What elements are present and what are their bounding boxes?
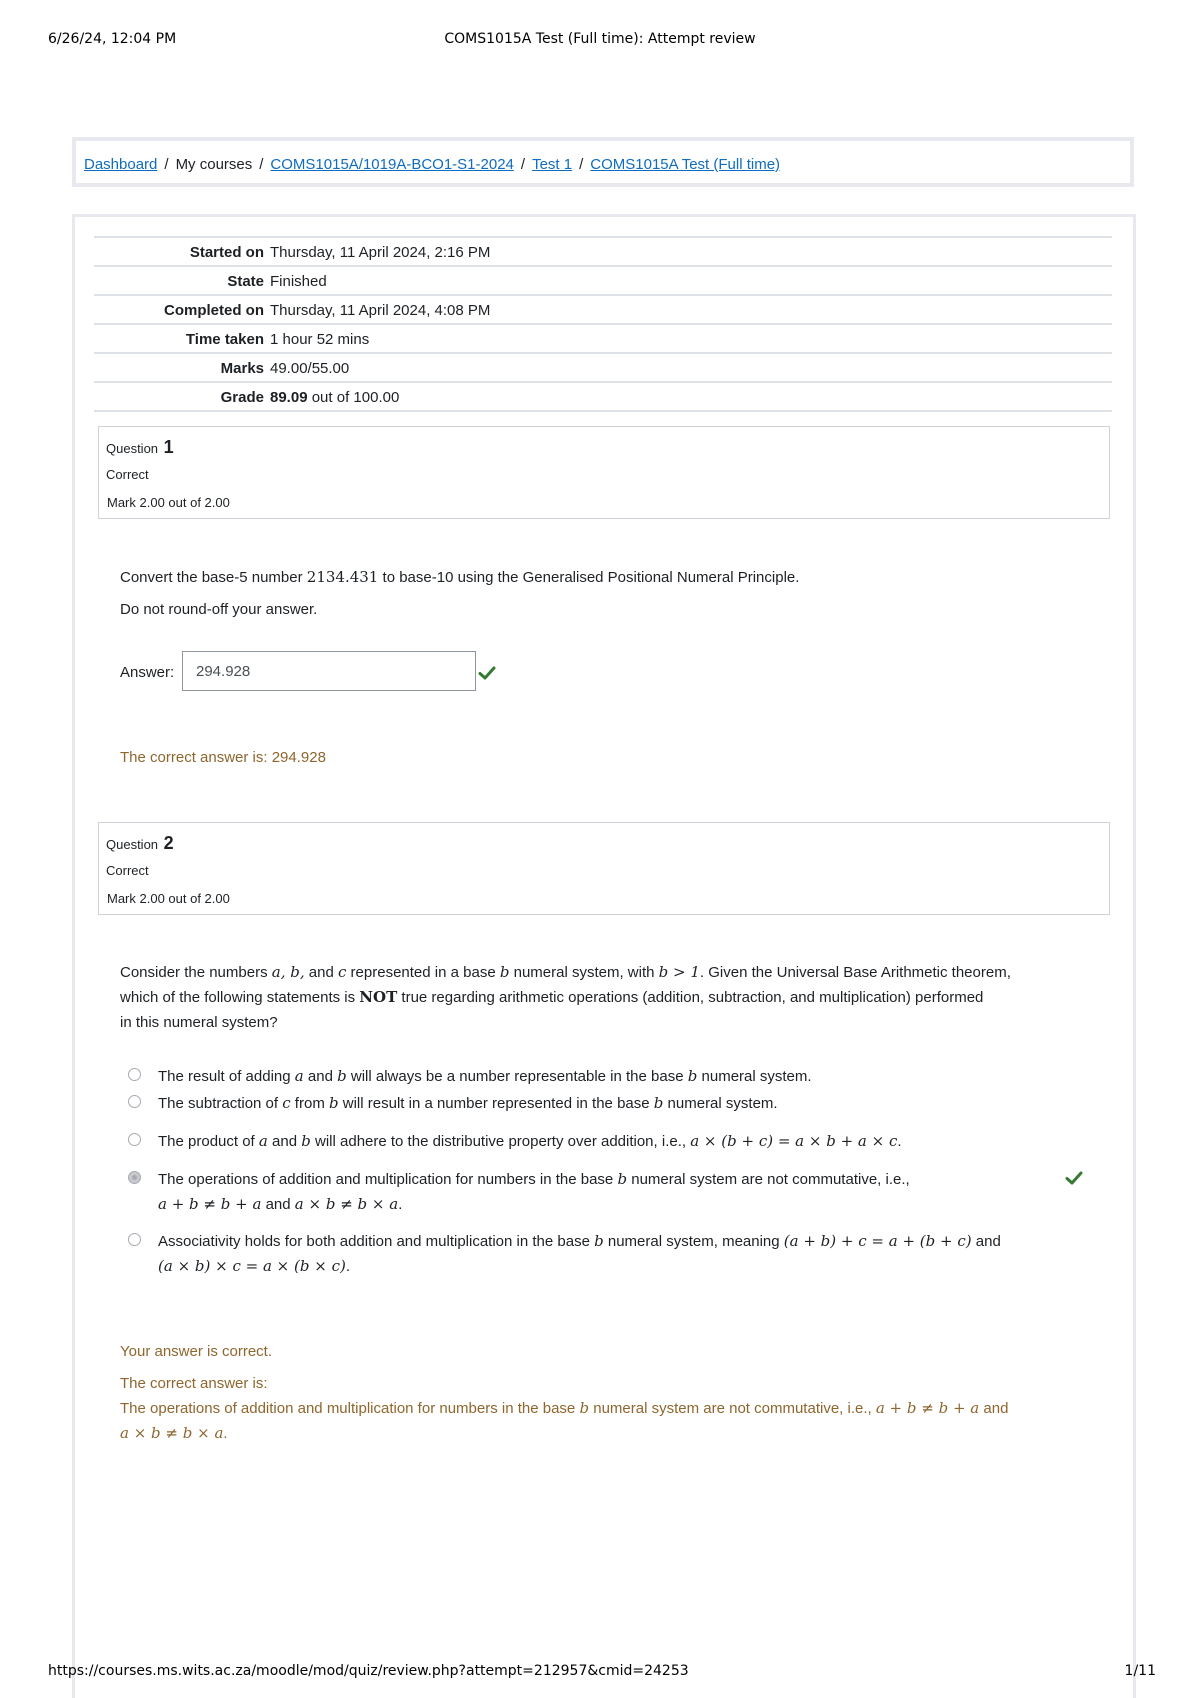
option-text: The result of adding a and b will always be a number representable in the base b numeral system. [158, 1067, 812, 1085]
question-text: Consider the numbers [120, 964, 272, 981]
breadcrumb-separator: / [164, 156, 169, 173]
summary-row-state [94, 267, 1112, 296]
option-text: The subtraction of c from b will result in a number represented in the base b numeral system. [158, 1094, 778, 1112]
breadcrumb-test-link[interactable]: Test 1 [532, 156, 573, 173]
radio-icon[interactable] [128, 1171, 141, 1184]
summary-label: Completed on [164, 302, 264, 319]
summary-value: 49.00/55.00 [270, 360, 350, 377]
breadcrumb-my-courses: My courses [175, 156, 253, 173]
option-text: The operations of addition and multiplication for numbers in the base b numeral system are not commutative, i.e., [158, 1170, 910, 1188]
question-2-text-line3: in this numeral system? [120, 1014, 278, 1031]
print-header [0, 31, 1200, 51]
radio-icon[interactable] [128, 1133, 141, 1146]
summary-row-grade [94, 383, 1112, 412]
math-expression: b [499, 963, 510, 981]
option-text: (a × b) × c = a × (b × c). [158, 1257, 350, 1275]
summary-label: Started on [189, 244, 264, 261]
grade-value: 89.09 [270, 389, 308, 406]
answer-label: Answer: [120, 664, 175, 681]
summary-value: Thursday, 11 April 2024, 2:16 PM [270, 244, 491, 261]
grade-out-of: out of 100.00 [311, 389, 400, 406]
correct-answer-text: The operations of addition and multiplication for numbers in the base b numeral system are not commutative, i.e., a + b ≠ b + a and [120, 1399, 1009, 1417]
question-1-instruction: Do not round-off your answer. [120, 601, 318, 618]
question-text: . Given the Universal Base Arithmetic theorem, [699, 964, 1011, 981]
breadcrumb-container [72, 137, 1134, 187]
breadcrumb-separator: / [259, 156, 264, 173]
question-2-info [98, 822, 1110, 915]
question-text: and [304, 964, 338, 981]
question-text: numeral system, with [509, 964, 659, 981]
question-text: represented in a base [346, 964, 500, 981]
question-prefix: Question [106, 837, 159, 852]
correct-answer-feedback: The correct answer is: 294.928 [120, 749, 326, 766]
question-mark: Mark 2.00 out of 2.00 [107, 495, 230, 510]
print-url: https://courses.ms.wits.ac.za/moodle/mod/quiz/review.php?attempt=212957&cmid=24253 [48, 1663, 689, 1679]
option-text: The product of a and b will adhere to the distributive property over addition, i.e., a × (b + c) = a × b + a × c. [158, 1132, 902, 1150]
question-text: true regarding arithmetic operations (addition, subtraction, and multiplication) performed [397, 989, 984, 1006]
summary-value: Thursday, 11 April 2024, 4:08 PM [270, 302, 491, 319]
summary-row-time-taken [94, 325, 1112, 354]
math-expression: b > 1 [658, 963, 700, 981]
summary-label: Grade [220, 389, 264, 406]
print-title: COMS1015A Test (Full time): Attempt review [444, 31, 756, 47]
breadcrumb [84, 156, 780, 173]
question-number-value: 2 [163, 833, 174, 853]
breadcrumb-dashboard-link[interactable]: Dashboard [84, 156, 158, 173]
answer-feedback: Your answer is correct. [120, 1343, 273, 1360]
radio-icon[interactable] [128, 1233, 141, 1246]
option-text: a + b ≠ b + a and a × b ≠ b × a. [158, 1195, 403, 1213]
math-expression: c [337, 963, 347, 981]
check-icon [478, 665, 496, 681]
question-text: Convert the base-5 number [120, 569, 307, 586]
summary-value: 1 hour 52 mins [270, 331, 370, 348]
question-state: Correct [106, 467, 149, 482]
question-2-text-line2 [120, 985, 983, 1010]
summary-row-completed [94, 296, 1112, 325]
emphasis-not: NOT [359, 988, 398, 1006]
option-text: Associativity holds for both addition and multiplication in the base b numeral system, meaning (a + b) + c = a + (b + c) and [158, 1232, 1001, 1250]
radio-icon[interactable] [128, 1068, 141, 1081]
summary-value: Finished [270, 273, 327, 290]
breadcrumb-quiz-link[interactable]: COMS1015A Test (Full time) [590, 156, 781, 173]
math-number: 2134.431 [306, 568, 379, 586]
summary-value [270, 389, 399, 406]
breadcrumb-separator: / [520, 156, 526, 173]
question-number-value: 1 [163, 437, 174, 457]
print-footer [0, 1663, 1200, 1683]
question-mark: Mark 2.00 out of 2.00 [107, 891, 230, 906]
question-1-info [98, 426, 1110, 519]
math-expression: a, b, [271, 963, 305, 981]
question-number [106, 437, 174, 458]
breadcrumb-separator: / [579, 156, 584, 173]
summary-label: Time taken [185, 331, 264, 348]
question-text: to base-10 using the Generalised Positional Numeral Principle. [378, 569, 800, 586]
correct-answer-text: a × b ≠ b × a. [120, 1424, 228, 1442]
correct-answer-label: The correct answer is: [120, 1375, 268, 1392]
question-state: Correct [106, 863, 149, 878]
summary-row-marks [94, 354, 1112, 383]
question-number [106, 833, 174, 854]
summary-label: State [227, 273, 264, 290]
answer-input[interactable] [182, 651, 476, 691]
print-date: 6/26/24, 12:04 PM [48, 31, 177, 47]
question-prefix: Question [106, 441, 159, 456]
question-2-text-line1 [120, 960, 1011, 985]
check-icon [1065, 1170, 1083, 1186]
summary-label: Marks [220, 360, 264, 377]
breadcrumb-course-link[interactable]: COMS1015A/1019A-BCO1-S1-2024 [270, 156, 514, 173]
question-text: which of the following statements is [120, 989, 360, 1006]
print-page-number: 1/11 [1124, 1663, 1156, 1679]
summary-row-started [94, 238, 1112, 267]
question-1-text [120, 565, 799, 590]
radio-icon[interactable] [128, 1095, 141, 1108]
attempt-summary-table [94, 236, 1112, 412]
